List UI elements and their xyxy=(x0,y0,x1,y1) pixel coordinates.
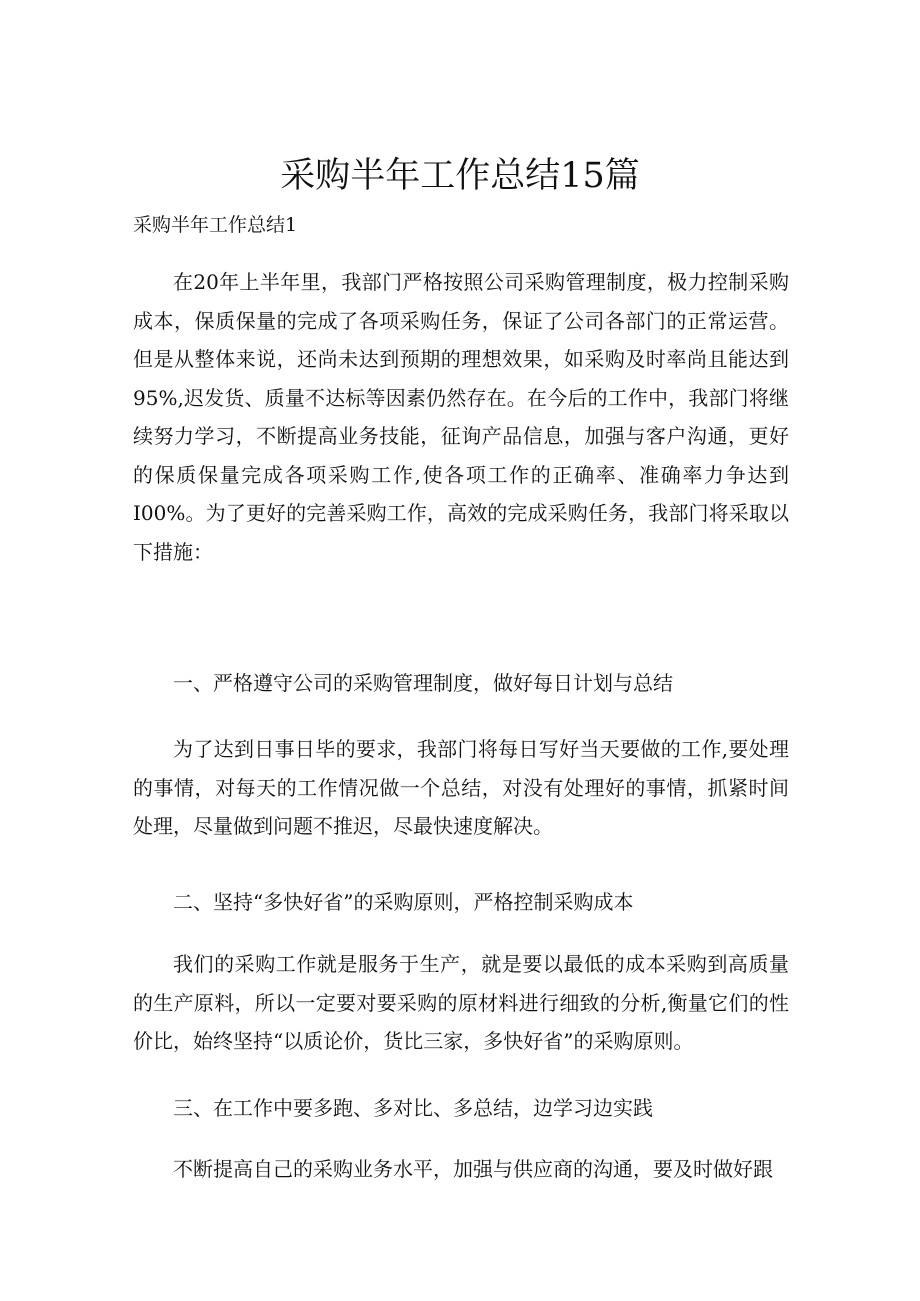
body-paragraph-4: 不断提高自己的采购业务水平，加强与供应商的沟通，要及时做好跟 xyxy=(173,1157,773,1181)
section-heading-3: 三、在工作中要多跑、多对比、多总结，边学习边实践 xyxy=(173,1096,653,1120)
body-paragraph-3: 我们的采购工作就是服务于生产，就是要以最低的成本采购到高质量的生产原料，所以一定要对要采购的原材料进行细致的分析,衡量它们的性价比，始终坚持“以质论价，货比三家，多快好省”的采购原则。 xyxy=(133,952,789,1053)
body-paragraph-1: 在20年上半年里，我部门严格按照公司采购管理制度，极力控制采购成本，保质保量的完成了各项采购任务，保证了公司各部门的正常运营。但是从整体来说，还尚未达到预期的理想效果，如采购及时率尚且能达到95%,迟发货、质量不达标等因素仍然存在。在今后的工作中，我部门将继续努力学习，不断提高业务技能，征询产品信息，加强与客户沟通，更好的保质保量完成各项采购工作,使各项工作的正确率、准确率力争达到I00%。为了更好的完善采购工作，高效的完成采购任务，我部门将采取以下措施： xyxy=(133,270,789,564)
section-heading-2: 二、坚持“多快好省”的采购原则，严格控制采购成本 xyxy=(173,890,634,914)
body-paragraph-2: 为了达到日事日毕的要求，我部门将每日写好当天要做的工作,要处理的事情，对每天的工作情况做一个总结，对没有处理好的事情，抓紧时间处理，尽量做到问题不推迟，尽最快速度解决。 xyxy=(133,737,789,838)
section-subtitle: 采购半年工作总结1 xyxy=(133,214,298,236)
section-heading-1: 一、严格遵守公司的采购管理制度，做好每日计划与总结 xyxy=(173,671,673,695)
document-title: 采购半年工作总结15篇 xyxy=(280,156,640,196)
